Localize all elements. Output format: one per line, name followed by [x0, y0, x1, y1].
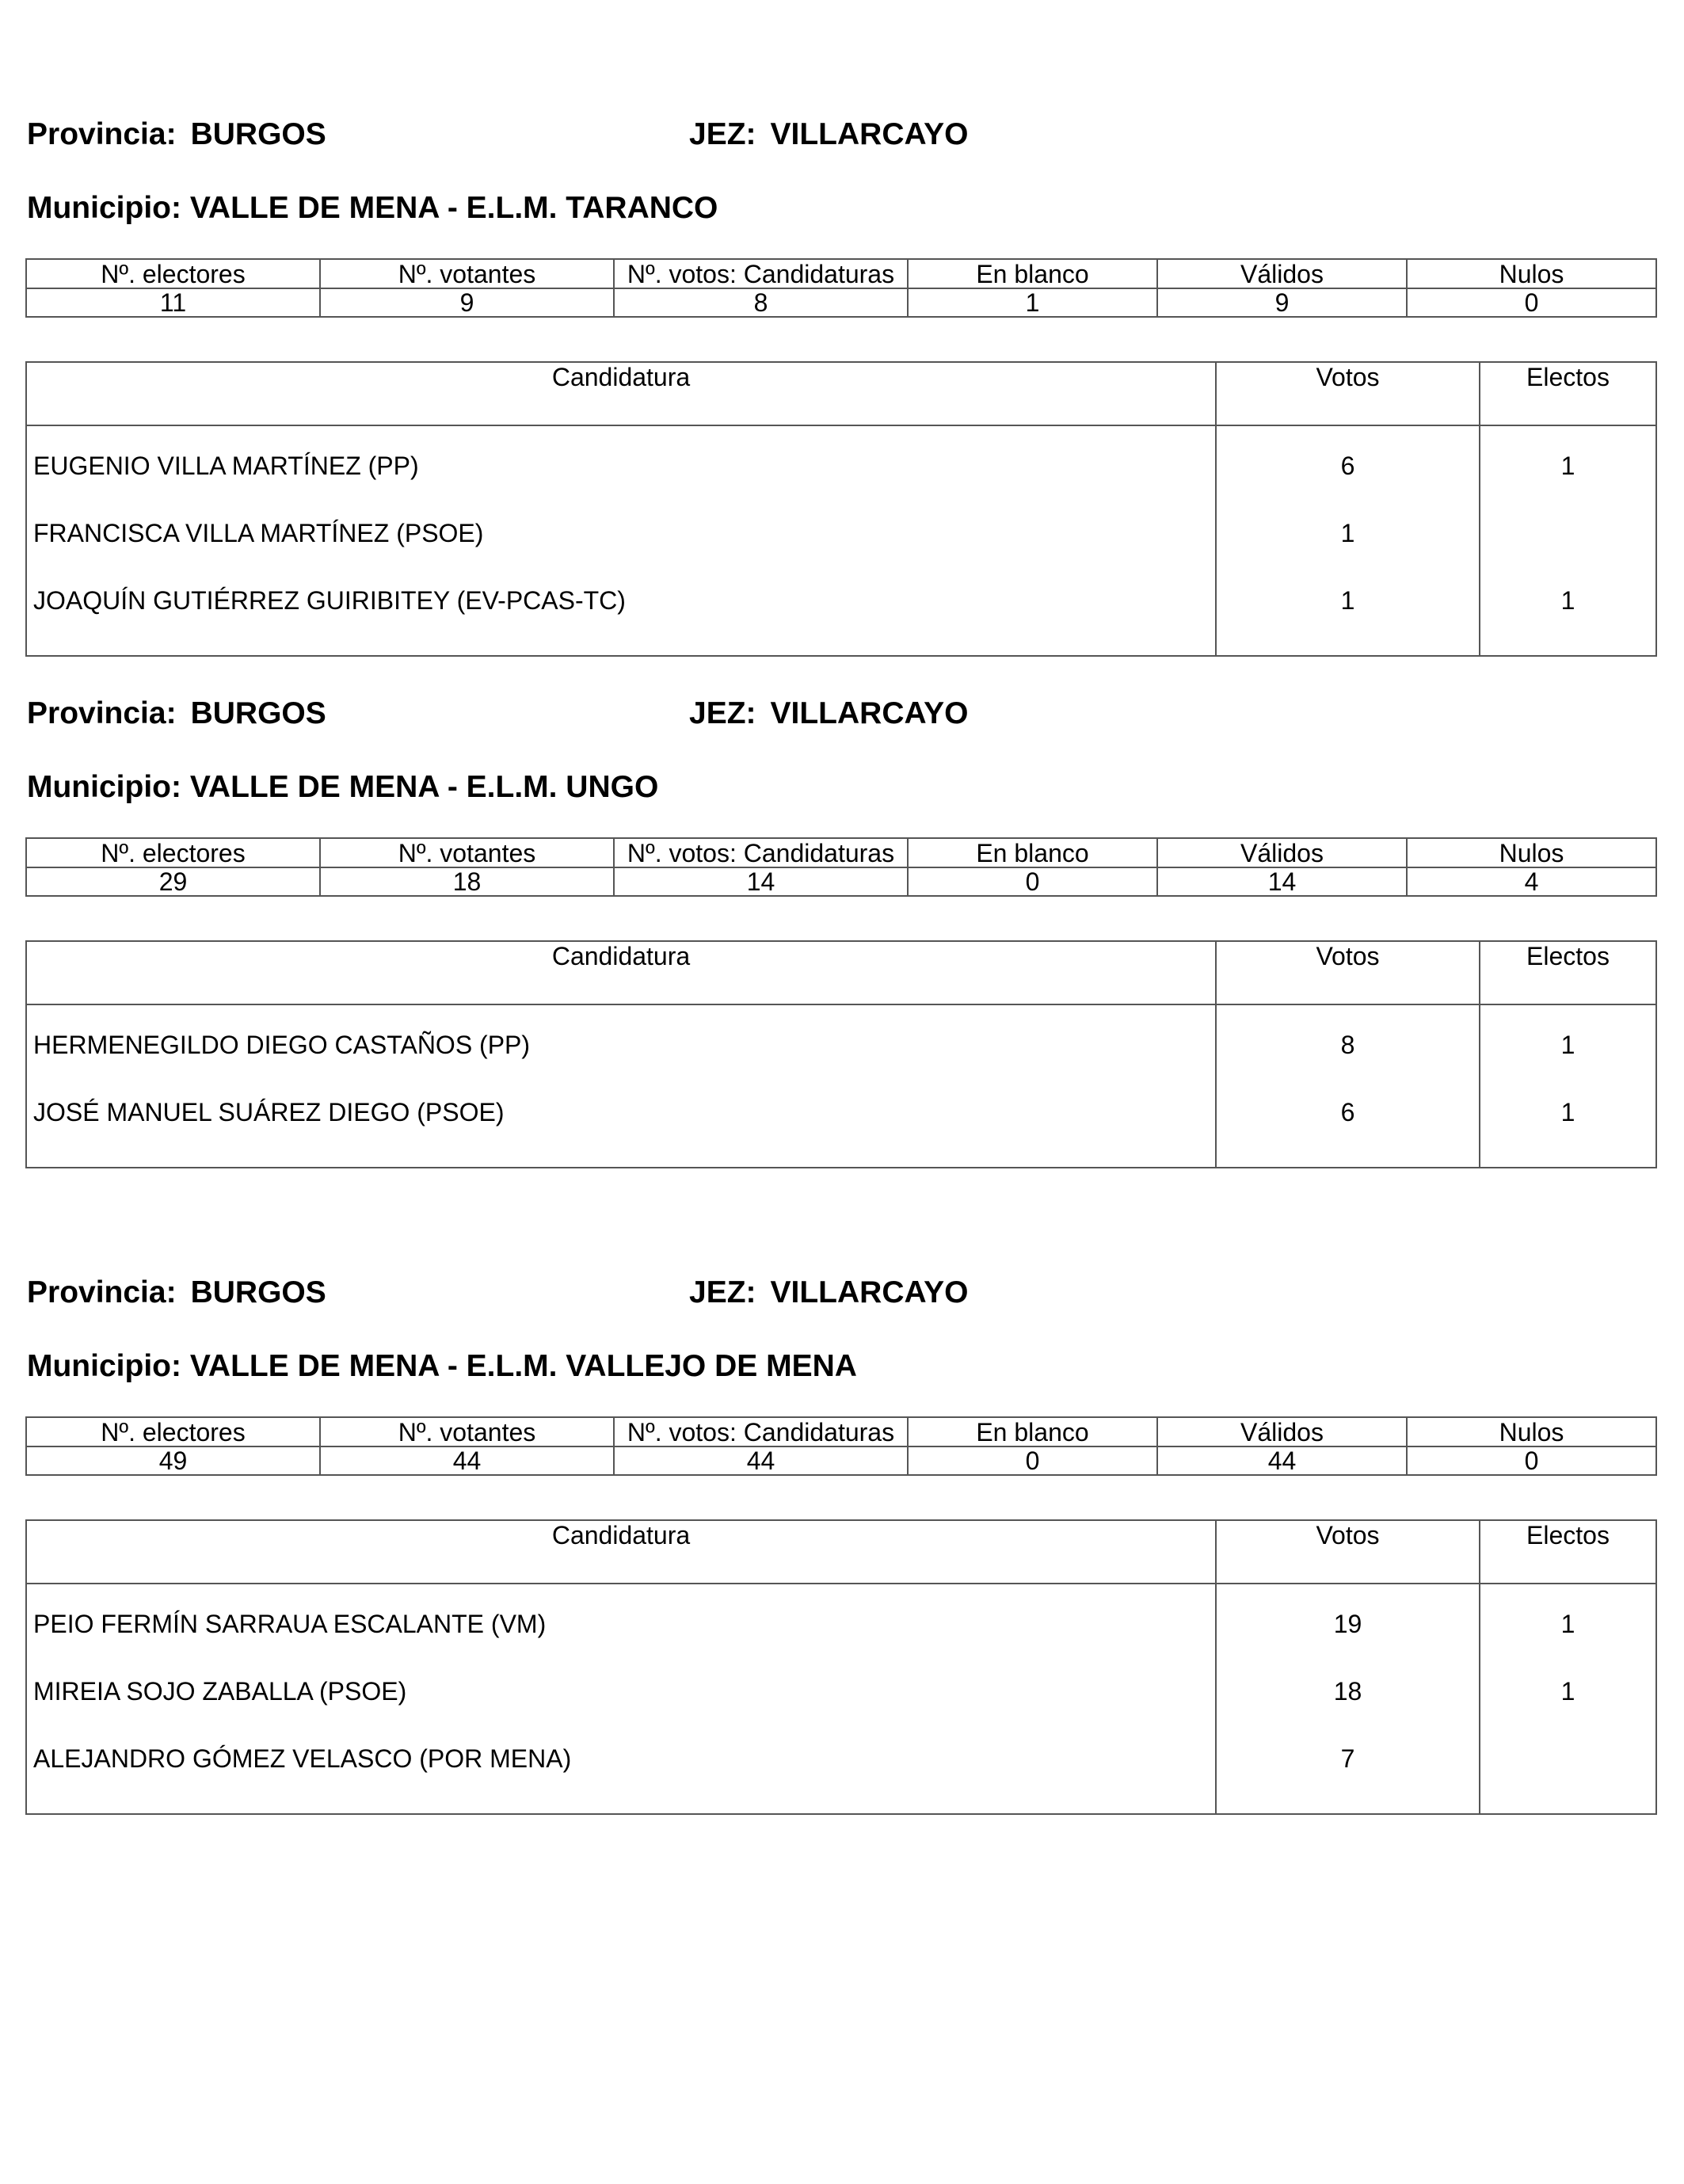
jez-line	[689, 698, 968, 729]
spacer-row	[26, 1584, 1656, 1611]
candidate-electos: 1	[1480, 1032, 1656, 1100]
municipio-value: VALLE DE MENA - E.L.M. VALLEJO DE MENA	[189, 1349, 857, 1383]
jez-value: VILLARCAYO	[770, 117, 969, 151]
municipio-label: Municipio:	[27, 1349, 181, 1383]
candidates-header-row	[26, 1520, 1656, 1584]
provincia-line	[27, 1277, 326, 1308]
stats-value-cell: 14	[1157, 867, 1407, 896]
stats-value-cell: 44	[614, 1446, 908, 1475]
candidate-name: FRANCISCA VILLA MARTÍNEZ (PSOE)	[26, 520, 1216, 588]
municipio-line	[27, 192, 718, 223]
candidate-votos: 19	[1216, 1611, 1480, 1679]
candidate-votos: 7	[1216, 1746, 1480, 1814]
candidate-votos: 6	[1216, 1100, 1480, 1168]
stats-value-cell: 0	[908, 1446, 1157, 1475]
stats-header-cell: Válidos	[1157, 1417, 1407, 1446]
candidate-name: JOAQUÍN GUTIÉRREZ GUIRIBITEY (EV-PCAS-TC)	[26, 588, 1216, 656]
stats-value-row	[26, 1446, 1656, 1475]
candidate-votos: 1	[1216, 520, 1480, 588]
provincia-value: BURGOS	[190, 696, 326, 730]
stats-header-cell: Nº. votantes	[320, 1417, 614, 1446]
candidatura-header: Candidatura	[26, 941, 1216, 1004]
candidate-row	[26, 520, 1656, 588]
candidate-name: MIREIA SOJO ZABALLA (PSOE)	[26, 1679, 1216, 1746]
jez-label: JEZ:	[689, 1275, 756, 1309]
stats-value-cell: 9	[1157, 288, 1407, 317]
stats-header-cell: En blanco	[908, 1417, 1157, 1446]
candidate-votos: 18	[1216, 1679, 1480, 1746]
electos-header: Electos	[1480, 1520, 1656, 1584]
provincia-line	[27, 119, 326, 150]
stats-header-cell: Nº. votos: Candidaturas	[614, 259, 908, 288]
candidates-header-row	[26, 941, 1656, 1004]
municipio-line	[27, 772, 658, 802]
stats-header-cell: En blanco	[908, 259, 1157, 288]
stats-header-cell: Nº. electores	[26, 1417, 320, 1446]
candidate-electos: 1	[1480, 1679, 1656, 1746]
stats-value-cell: 18	[320, 867, 614, 896]
stats-value-cell: 44	[1157, 1446, 1407, 1475]
stats-value-cell: 0	[908, 867, 1157, 896]
stats-value-cell: 1	[908, 288, 1157, 317]
provincia-value: BURGOS	[190, 1275, 326, 1309]
stats-header-cell: Nº. votantes	[320, 838, 614, 867]
candidate-electos: 1	[1480, 453, 1656, 520]
provincia-label: Provincia:	[27, 117, 177, 151]
stats-value-cell: 14	[614, 867, 908, 896]
candidate-row	[26, 1679, 1656, 1746]
spacer-row	[26, 1004, 1656, 1032]
candidate-name: EUGENIO VILLA MARTÍNEZ (PP)	[26, 453, 1216, 520]
jez-value: VILLARCAYO	[770, 1275, 969, 1309]
stats-value-row	[26, 867, 1656, 896]
stats-header-cell: Nulos	[1407, 1417, 1656, 1446]
stats-header-cell: Nº. electores	[26, 838, 320, 867]
stats-header-cell: Nº. votos: Candidaturas	[614, 838, 908, 867]
stats-value-cell: 8	[614, 288, 908, 317]
municipio-label: Municipio:	[27, 770, 181, 804]
candidate-row	[26, 1032, 1656, 1100]
stats-value-cell: 44	[320, 1446, 614, 1475]
provincia-label: Provincia:	[27, 696, 177, 730]
stats-header-cell: Nulos	[1407, 259, 1656, 288]
provincia-label: Provincia:	[27, 1275, 177, 1309]
provincia-value: BURGOS	[190, 117, 326, 151]
candidate-name: JOSÉ MANUEL SUÁREZ DIEGO (PSOE)	[26, 1100, 1216, 1168]
jez-value: VILLARCAYO	[770, 696, 969, 730]
stats-header-cell: Nº. votos: Candidaturas	[614, 1417, 908, 1446]
stats-header-cell: Nº. electores	[26, 259, 320, 288]
stats-value-row	[26, 288, 1656, 317]
candidate-row	[26, 1611, 1656, 1679]
municipio-label: Municipio:	[27, 191, 181, 225]
candidate-electos: 1	[1480, 1611, 1656, 1679]
provincia-line	[27, 698, 326, 729]
municipio-value: VALLE DE MENA - E.L.M. TARANCO	[189, 191, 718, 225]
stats-header-row	[26, 259, 1656, 288]
stats-value-cell: 0	[1407, 1446, 1656, 1475]
votos-header: Votos	[1216, 362, 1480, 425]
jez-label: JEZ:	[689, 696, 756, 730]
jez-line	[689, 119, 968, 150]
candidate-row	[26, 1100, 1656, 1168]
stats-header-cell: En blanco	[908, 838, 1157, 867]
stats-value-cell: 29	[26, 867, 320, 896]
candidate-electos	[1480, 520, 1656, 588]
candidate-row	[26, 588, 1656, 656]
stats-header-cell: Válidos	[1157, 259, 1407, 288]
stats-value-cell: 11	[26, 288, 320, 317]
candidate-electos	[1480, 1746, 1656, 1814]
stats-table	[25, 258, 1657, 318]
stats-value-cell: 49	[26, 1446, 320, 1475]
electos-header: Electos	[1480, 362, 1656, 425]
stats-header-cell: Válidos	[1157, 838, 1407, 867]
stats-header-cell: Nº. votantes	[320, 259, 614, 288]
stats-table	[25, 837, 1657, 897]
stats-table	[25, 1416, 1657, 1476]
candidate-name: PEIO FERMÍN SARRAUA ESCALANTE (VM)	[26, 1611, 1216, 1679]
candidate-name: ALEJANDRO GÓMEZ VELASCO (POR MENA)	[26, 1746, 1216, 1814]
candidates-table	[25, 940, 1657, 1168]
candidatura-header: Candidatura	[26, 362, 1216, 425]
candidate-electos: 1	[1480, 588, 1656, 656]
votos-header: Votos	[1216, 941, 1480, 1004]
jez-label: JEZ:	[689, 117, 756, 151]
stats-value-cell: 9	[320, 288, 614, 317]
stats-header-row	[26, 1417, 1656, 1446]
candidate-name: HERMENEGILDO DIEGO CASTAÑOS (PP)	[26, 1032, 1216, 1100]
candidate-votos: 1	[1216, 588, 1480, 656]
candidates-table	[25, 361, 1657, 657]
stats-header-cell: Nulos	[1407, 838, 1656, 867]
spacer-row	[26, 425, 1656, 453]
candidate-votos: 6	[1216, 453, 1480, 520]
stats-header-row	[26, 838, 1656, 867]
municipio-value: VALLE DE MENA - E.L.M. UNGO	[189, 770, 659, 804]
candidate-row	[26, 453, 1656, 520]
stats-value-cell: 0	[1407, 288, 1656, 317]
jez-line	[689, 1277, 968, 1308]
candidates-header-row	[26, 362, 1656, 425]
stats-value-cell: 4	[1407, 867, 1656, 896]
candidatura-header: Candidatura	[26, 1520, 1216, 1584]
electos-header: Electos	[1480, 941, 1656, 1004]
candidate-electos: 1	[1480, 1100, 1656, 1168]
votos-header: Votos	[1216, 1520, 1480, 1584]
municipio-line	[27, 1351, 857, 1382]
candidate-votos: 8	[1216, 1032, 1480, 1100]
candidate-row	[26, 1746, 1656, 1814]
candidates-table	[25, 1519, 1657, 1815]
